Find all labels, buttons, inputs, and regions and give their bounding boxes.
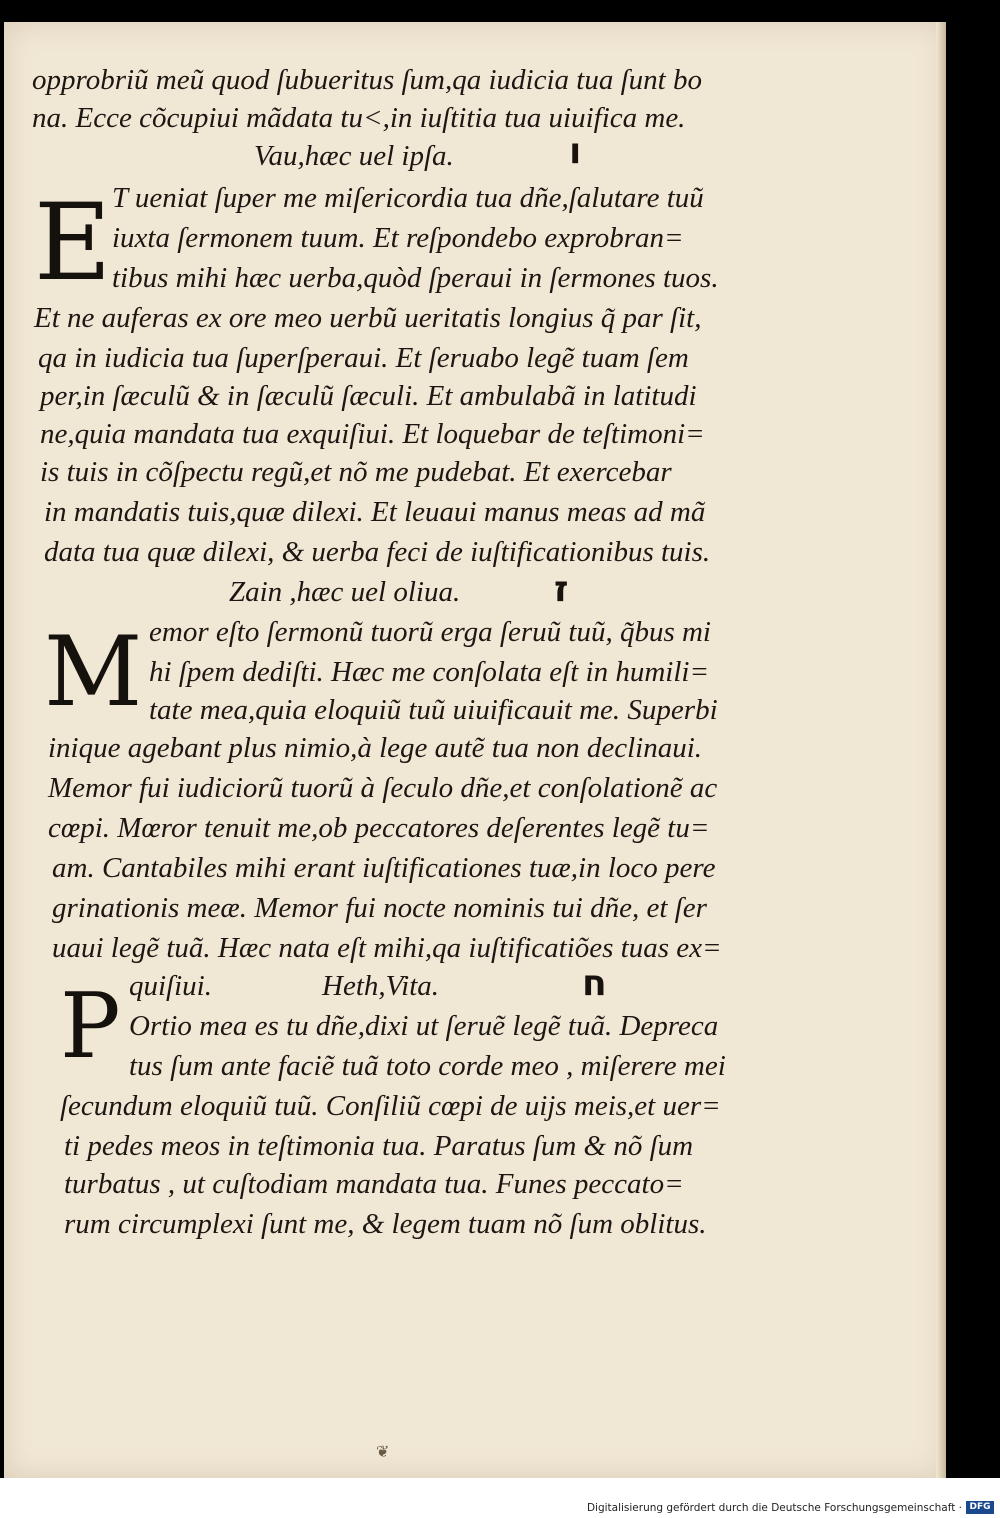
section-heading-vau: Vau,hæc uel ipſa. [254,140,454,172]
text-line: uaui legẽ tuã. Hæc nata eſt mihi,qa iuſtificatiões tuas ex= [52,932,722,964]
text-line: ſecundum eloquiũ tuũ. Conſiliũ cœpi de uijs meis,et uer= [60,1090,721,1122]
text-line: inique agebant plus nimio,à lege autẽ tua non declinaui. [48,732,703,764]
text-line: data tua quæ dilexi, & uerba feci de iuſtificationibus tuis. [44,536,711,568]
section-heading-heth: Heth,Vita. [322,970,440,1002]
footer-credit: Digitalisierung gefördert durch die Deutsche Forschungsgemeinschaft · [586,1502,962,1514]
text-line: Et ne auferas ex ore meo uerbũ ueritatis longius q̃ par ſit, [34,302,702,334]
book-page [4,22,946,1478]
text-line: in mandatis tuis,quæ dilexi. Et leuaui manus meas ad mã [44,496,706,528]
page-text [4,22,946,1478]
text-line: tibus mihi hæc uerba,quòd ſperaui in ſermones tuos. [112,262,719,294]
text-line: per,in ſæculũ & in ſæculũ ſæculi. Et ambulabã in latitudi [40,380,697,412]
text-line: tate mea,quia eloquiũ tuũ uiuificauit me. Superbi [149,694,718,726]
text-line: rum circumplexi ſunt me, & legem tuam nõ ſum oblitus. [64,1208,707,1240]
text-line: ne,quia mandata tua exquiſiui. Et loquebar de teſtimoni= [40,418,705,450]
initial-capital-p: P [60,974,121,1079]
text-line: tus ſum ante faciẽ tuã toto corde meo , miſerere mei [129,1050,726,1082]
initial-capital-e: E [34,181,112,304]
text-line: T ueniat ſuper me miſericordia tua dñe,ſalutare tuũ [112,182,704,214]
text-line: iuxta ſermonem tuum. Et reſpondebo exprobran= [112,222,684,254]
hebrew-letter-vau: ו [569,131,582,172]
text-line: opprobriũ meũ quod ſubueritus ſum,qa iudicia tua ſunt bo [32,64,702,96]
text-line: Memor fui iudiciorũ tuorũ à ſeculo dñe,et conſolationẽ ac [48,772,718,804]
page-ornament: ❦ [376,1442,390,1461]
hebrew-letter-heth: ח [582,963,607,1004]
text-line: emor eſto ſermonũ tuorũ erga ſeruũ tuũ, q̃bus mi [149,616,711,648]
text-line: ti pedes meos in teſtimonia tua. Paratus ſum & nõ ſum [64,1130,694,1162]
section-heading-zain: Zain ,hæc uel oliua. [229,576,461,608]
dfg-logo: DFG [966,1501,994,1514]
initial-capital-m: M [44,616,143,728]
text-line: qa in iudicia tua ſuperſperaui. Et ſeruabo legẽ tuam ſem [38,342,689,374]
text-line: cœpi. Mœror tenuit me,ob peccatores deſerentes legẽ tu= [48,812,710,844]
text-line: is tuis in cõſpectu regũ,et nõ me pudebat. Et exercebar [40,456,672,488]
text-line: am. Cantabiles mihi erant iuſtificationes tuæ,in loco pere [52,852,716,884]
text-line: Ortio mea es tu dñe,dixi ut ſeruẽ legẽ tuã. Depreca [129,1010,719,1042]
text-line: quiſiui. [129,970,212,1002]
hebrew-letter-zain: ז [554,569,569,610]
text-line: turbatus , ut cuſtodiam mandata tua. Funes peccato= [64,1168,684,1200]
text-line: grinationis meæ. Memor fui nocte nominis tui dñe, et ſer [52,892,707,924]
text-line: hi ſpem dediſti. Hæc me conſolata eſt in humili= [149,656,710,688]
text-line: na. Ecce cõcupiui mãdata tu<,in iuſtitia tua uiuifica me. [32,102,686,134]
